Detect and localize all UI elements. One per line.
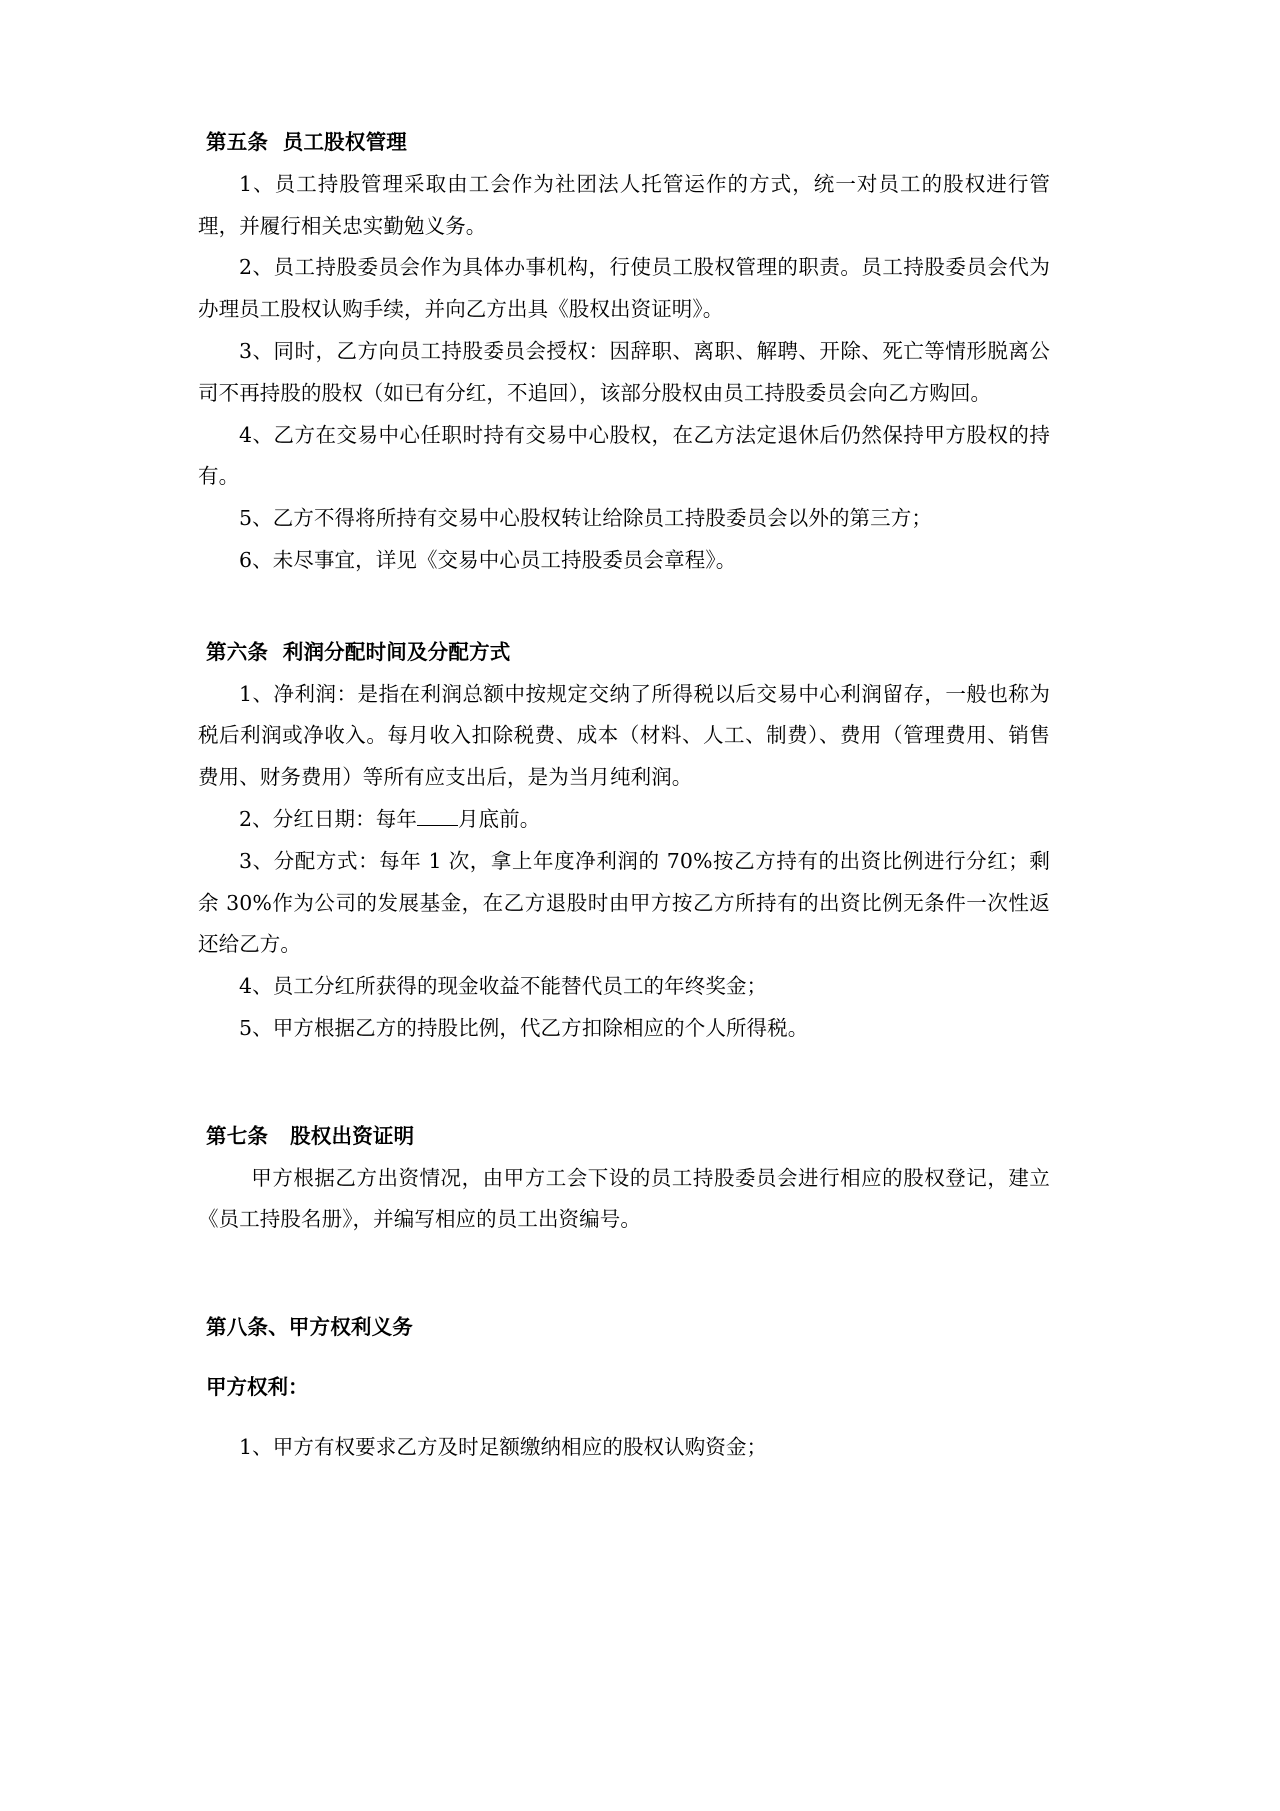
article-5-item-4: 4、乙方在交易中心任职时持有交易中心股权，在乙方法定退休后仍然保持甲方股权的持有。 <box>198 422 1050 489</box>
article-8-subheading: 甲方权利： <box>206 1374 309 1399</box>
document-content <box>198 128 1050 1469</box>
section-spacer <box>198 1050 1050 1122</box>
section-spacer <box>198 582 1050 638</box>
dividend-date-prefix: 2、分红日期：每年 <box>239 807 417 831</box>
article-7-heading: 第七条 股权出资证明 <box>206 1123 415 1148</box>
article-5-item-3: 3、同时，乙方向员工持股委员会授权：因辞职、离职、解聘、开除、死亡等情形脱离公司不再持股的股权（如已有分红，不追回），该部分股权由员工持股委员会向乙方购回。 <box>198 338 1050 405</box>
dividend-month-blank-field[interactable] <box>417 806 458 826</box>
article-5-item-6: 6、未尽事宜，详见《交易中心员工持股委员会章程》。 <box>239 548 737 573</box>
article-5-item-2: 2、员工持股委员会作为具体办事机构，行使员工股权管理的职责。员工持股委员会代为办理员工股权认购手续，并向乙方出具《股权出资证明》。 <box>198 255 1050 322</box>
article-8-item-1: 1、甲方有权要求乙方及时足额缴纳相应的股权认购资金； <box>239 1434 768 1459</box>
article-6-item-4: 4、员工分红所获得的现金收益不能替代员工的年终奖金； <box>239 974 768 999</box>
article-6-item-2 <box>198 799 1050 841</box>
section-spacer <box>198 1241 1050 1313</box>
article-6-item-1: 1、净利润：是指在利润总额中按规定交纳了所得税以后交易中心利润留存，一般也称为税后利润或净收入。每月收入扣除税费、成本（材料、人工、制费）、费用（管理费用、销售费用、财务费用）等所有应支出后，是为当月纯利润。 <box>198 681 1050 790</box>
article-6-item-5: 5、甲方根据乙方的持股比例，代乙方扣除相应的个人所得税。 <box>239 1016 809 1041</box>
article-5-item-1: 1、员工持股管理采取由工会作为社团法人托管运作的方式，统一对员工的股权进行管理，并履行相关忠实勤勉义务。 <box>198 171 1050 238</box>
subheading-spacer <box>198 1409 1050 1427</box>
article-5-heading: 第五条 员工股权管理 <box>206 130 407 154</box>
article-7-body: 甲方根据乙方出资情况，由甲方工会下设的员工持股委员会进行相应的股权登记，建立《员工持股名册》，并编写相应的员工出资编号。 <box>198 1165 1050 1232</box>
heading-spacer <box>198 1349 1050 1367</box>
dividend-date-suffix: 月底前。 <box>457 807 541 831</box>
article-6-heading: 第六条 利润分配时间及分配方式 <box>206 639 511 664</box>
article-8-heading: 第八条、甲方权利义务 <box>206 1315 413 1340</box>
article-5-item-5: 5、乙方不得将所持有交易中心股权转让给除员工持股委员会以外的第三方； <box>239 506 932 531</box>
article-6-item-3: 3、分配方式：每年 1 次，拿上年度净利润的 70%按乙方持有的出资比例进行分红；剩余 30%作为公司的发展基金，在乙方退股时由甲方按乙方所持有的出资比例无条件一次性返还给乙方。 <box>198 848 1050 957</box>
